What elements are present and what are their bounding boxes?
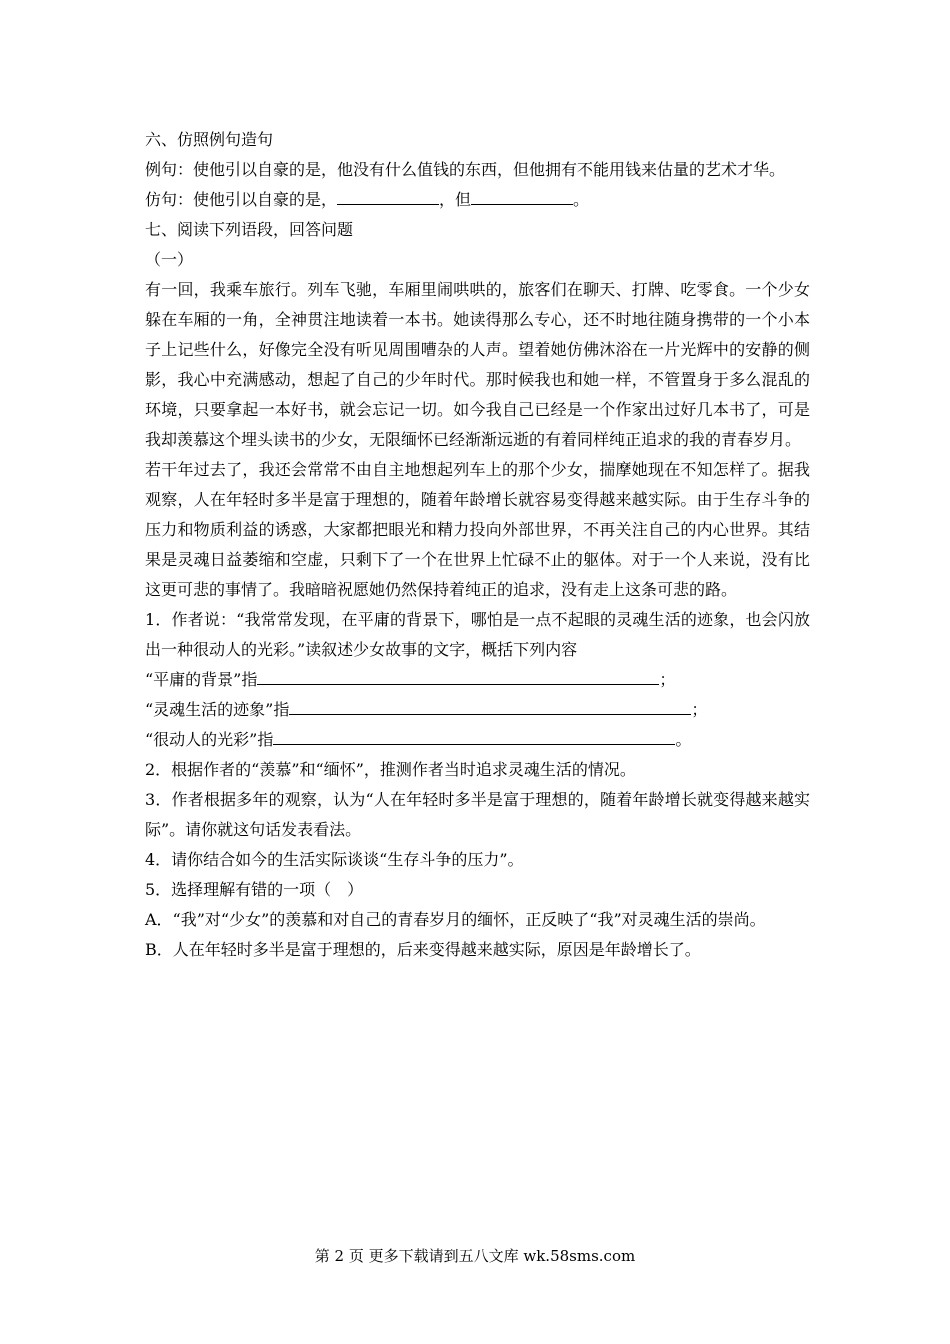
answer-blank[interactable] <box>471 186 573 205</box>
question-4: 4．请你结合如今的生活实际谈谈“生存斗争的压力”。 <box>145 850 524 869</box>
question-1b <box>145 695 810 725</box>
answer-blank[interactable] <box>337 186 439 205</box>
answer-blank[interactable] <box>273 726 675 745</box>
q1b-end: ； <box>691 700 708 719</box>
q1c-end: 。 <box>675 730 692 749</box>
option-b: B．人在年轻时多半是富于理想的，后来变得越来越实际，原因是年龄增长了。 <box>145 940 701 959</box>
part-label: （一） <box>145 250 194 269</box>
q1a-end: ； <box>659 670 676 689</box>
section7-heading: 七、阅读下列语段，回答问题 <box>145 220 354 239</box>
q1a-label: “平庸的背景”指 <box>145 670 258 689</box>
question-5: 5．选择理解有错的一项（ ） <box>145 880 364 899</box>
question-1c <box>145 725 810 755</box>
imitation-prefix: 仿句：使他引以自豪的是， <box>145 190 338 209</box>
document-body <box>145 125 810 965</box>
passage-paragraph: 若干年过去了，我还会常常不由自主地想起列车上的那个少女，揣摩她现在不知怎样了。据我观察，人在年轻时多半是富于理想的，随着年龄增长就容易变得越来越实际。由于生存斗争的压力和物质利益的诱惑，大家都把眼光和精力投向外部世界，不再关注自己的内心世界。其结果是灵魂日益萎缩和空虚，只剩下了一个在世界上忙碌不止的躯体。对于一个人来说，没有比这更可悲的事情了。我暗暗祝愿她仍然保持着纯正的追求，没有走上这条可悲的路。 <box>145 460 810 599</box>
q1c-label: “很动人的光彩”指 <box>145 730 274 749</box>
passage-paragraph: 有一回，我乘车旅行。列车飞驰，车厢里闹哄哄的，旅客们在聊天、打牌、吃零食。一个少女躲在车厢的一角，全神贯注地读着一本书。她读得那么专心，还不时地往随身携带的一个小本子上记些什么，好像完全没有听见周围嘈杂的人声。望着她仿佛沐浴在一片光辉中的安静的侧影，我心中充满感动，想起了自己的少年时代。那时候我也和她一样，不管置身于多么混乱的环境，只要拿起一本好书，就会忘记一切。如今我自己已经是一个作家出过好几本书了，可是我却羡慕这个埋头读书的少女，无限缅怀已经渐渐远逝的有着同样纯正追求的我的青春岁月。 <box>145 280 810 449</box>
option-a: A．“我”对“少女”的羡慕和对自己的青春岁月的缅怀，正反映了“我”对灵魂生活的崇尚。 <box>145 910 766 929</box>
question-1a <box>145 665 810 695</box>
question-3: 3．作者根据多年的观察，认为“人在年轻时多半是富于理想的，随着年龄增长就变得越来越实际”。请你就这句话发表看法。 <box>145 790 810 839</box>
example-sentence: 例句：使他引以自豪的是，他没有什么值钱的东西，但他拥有不能用钱来估量的艺术才华。 <box>145 160 786 179</box>
answer-blank[interactable] <box>289 696 691 715</box>
question-1: 1．作者说：“我常常发现，在平庸的背景下，哪怕是一点不起眼的灵魂生活的迹象，也会闪放出一种很动人的光彩。”读叙述少女故事的文字，概括下列内容 <box>145 610 810 659</box>
imitation-end: 。 <box>573 190 590 209</box>
section6-heading: 六、仿照例句造句 <box>145 130 274 149</box>
answer-blank[interactable] <box>257 666 659 685</box>
imitation-sentence <box>145 185 810 215</box>
q1b-label: “灵魂生活的迹象”指 <box>145 700 290 719</box>
imitation-mid: ，但 <box>439 190 472 209</box>
question-2: 2．根据作者的“羡慕”和“缅怀”，推测作者当时追求灵魂生活的情况。 <box>145 760 636 779</box>
page-footer: 第 2 页 更多下载请到五八文库 wk.58sms.com <box>314 1247 636 1265</box>
